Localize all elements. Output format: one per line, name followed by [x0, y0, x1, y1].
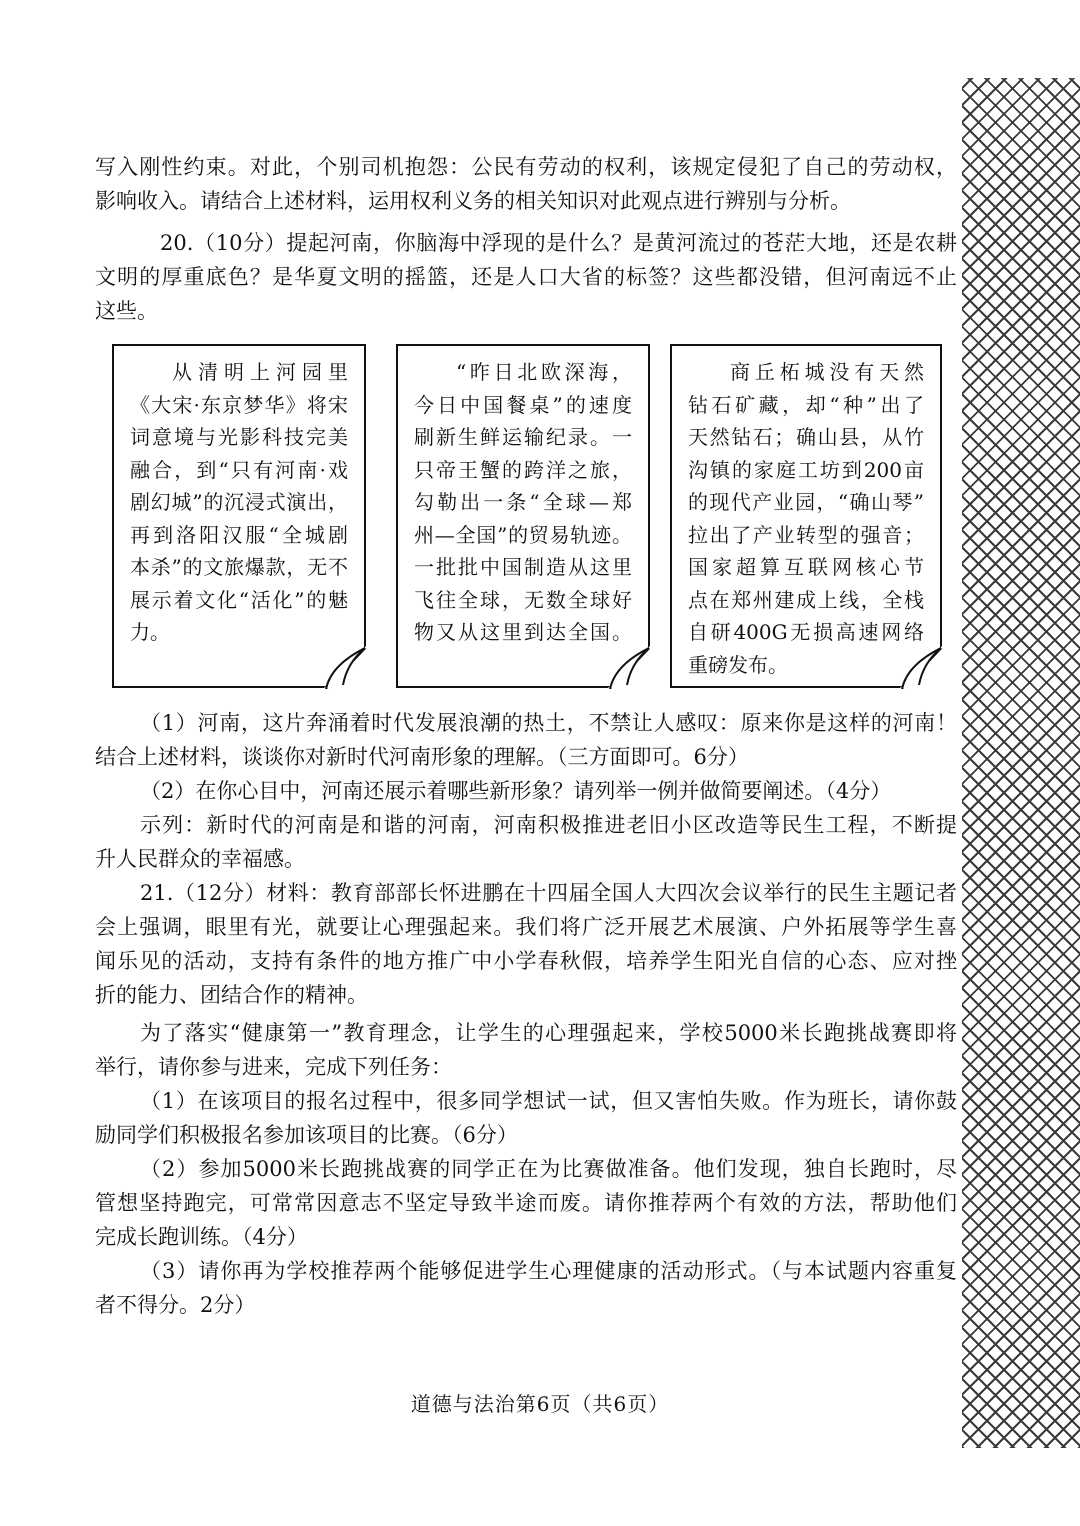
q20-subquestion-1-cont: 结合上述材料，谈谈你对新时代河南形象的理解。（三方面即可。6分）: [95, 745, 749, 769]
card-line: 物又从这里到达全国。: [414, 620, 632, 644]
q21-stem-line: 会上强调，眼里有光，就要让心理强起来。我们将广泛开展艺术展演、户外拓展等学生喜: [95, 915, 957, 939]
page-footer: 道德与法治第6页（共6页）: [410, 1392, 670, 1416]
card-line: 自研400G无损高速网络: [688, 620, 924, 644]
card-line: 拉出了产业转型的强音；: [688, 522, 924, 547]
q20-example-cont: 升人民群众的幸福感。: [95, 847, 305, 871]
card-line: 本杀”的文旅爆款，无不: [130, 555, 348, 579]
q21-subquestion-3: （3）请你再为学校推荐两个能够促进学生心理健康的活动形式。（与本试题内容重复: [140, 1259, 957, 1283]
card-line: 《大宋·东京梦华》将宋: [130, 392, 348, 417]
q21-stem-line: 21.（12分）材料：教育部部长怀进鹏在十四届全国人大四次会议举行的民生主题记者: [140, 881, 957, 905]
card-line: 从清明上河园里: [172, 360, 348, 384]
intro-line: 写入刚性约束。对此，个别司机抱怨：公民有劳动的权利，该规定侵犯了自己的劳动权，: [95, 155, 957, 179]
card-line: 词意境与光影科技完美: [130, 425, 348, 449]
q21-subquestion-1: （1）在该项目的报名过程中，很多同学想试一试，但又害怕失败。作为班长，请你鼓: [140, 1089, 957, 1113]
card-line: 重磅发布。: [688, 652, 788, 677]
card-line: 勾勒出一条“全球—郑: [414, 490, 632, 514]
q20-stem-line: 这些。: [95, 299, 158, 323]
card-line: 的现代产业园，“确山琴”: [688, 490, 924, 514]
card-line: “昨日北欧深海，: [456, 360, 632, 384]
q21-task-intro: 为了落实“健康第一”教育理念，让学生的心理强起来，学校5000米长跑挑战赛即将: [140, 1021, 957, 1045]
card-line: 钻石矿藏，却“种”出了: [688, 392, 924, 417]
card-line: 再到洛阳汉服“全城剧: [130, 522, 348, 547]
card-line: 国家超算互联网核心节: [688, 555, 924, 579]
card-line: 只帝王蟹的跨洋之旅，: [414, 457, 632, 482]
card-line: 剧幻城”的沉浸式演出，: [130, 490, 348, 514]
card-line: 展示着文化“活化”的魅: [130, 587, 348, 612]
card-line: 今日中国餐桌”的速度: [414, 392, 632, 417]
q21-subquestion-3-cont: 者不得分。2分）: [95, 1293, 256, 1317]
q20-example: 示列：新时代的河南是和谐的河南，河南积极推进老旧小区改造等民生工程，不断提: [140, 813, 957, 837]
q20-subquestion-1: （1）河南，这片奔涌着时代发展浪潮的热土，不禁让人感叹：原来你是这样的河南！: [140, 711, 957, 735]
card-line: 商丘柘城没有天然: [730, 360, 924, 384]
q21-subquestion-1-cont: 励同学们积极报名参加该项目的比赛。（6分）: [95, 1123, 518, 1147]
card-line: 飞往全球，无数全球好: [414, 587, 632, 612]
card-line: 沟镇的家庭工坊到200亩: [688, 457, 924, 482]
q21-subquestion-2-cont: 管想坚持跑完，可常常因意志不坚定导致半途而废。请你推荐两个有效的方法，帮助他们: [95, 1191, 957, 1215]
q21-stem-line: 折的能力、团结合作的精神。: [95, 983, 368, 1007]
q20-stem-line: 20.（10分）提起河南，你脑海中浮现的是什么？是黄河流过的苍茫大地，还是农耕: [160, 231, 957, 255]
card-line: 力。: [130, 620, 170, 644]
card-line: 天然钻石；确山县，从竹: [688, 425, 924, 449]
q21-stem-line: 闻乐见的活动，支持有条件的地方推广中小学春秋假，培养学生阳光自信的心态、应对挫: [95, 949, 957, 973]
material-card-industry: [670, 344, 942, 688]
card-line: 一批批中国制造从这里: [414, 555, 632, 579]
card-line: 点在郑州建成上线，全栈: [688, 587, 924, 612]
q21-subquestion-2: （2）参加5000米长跑挑战赛的同学正在为比赛做准备。他们发现，独自长跑时，尽: [140, 1157, 957, 1181]
margin-crosshatch-pattern: [962, 78, 1080, 1448]
material-card-trade: [396, 344, 650, 688]
q21-task-intro-cont: 举行，请你参与进来，完成下列任务：: [95, 1055, 452, 1079]
q20-stem-line: 文明的厚重底色？是华夏文明的摇篮，还是人口大省的标签？这些都没错，但河南远不止: [95, 265, 957, 289]
folded-corner-icon: [607, 645, 651, 689]
folded-corner-icon: [899, 645, 943, 689]
card-line: 刷新生鲜运输纪录。一: [414, 425, 632, 449]
q20-subquestion-2: （2）在你心目中，河南还展示着哪些新形象？请列举一例并做简要阐述。（4分）: [140, 779, 892, 803]
folded-corner-icon: [323, 645, 367, 689]
intro-line: 影响收入。请结合上述材料，运用权利义务的相关知识对此观点进行辨别与分析。: [95, 189, 851, 213]
card-line: 融合，到“只有河南·戏: [130, 457, 348, 482]
q21-subquestion-2-cont: 完成长跑训练。（4分）: [95, 1225, 308, 1249]
material-card-culture: [112, 344, 366, 688]
card-line: 州—全国”的贸易轨迹。: [414, 522, 632, 547]
